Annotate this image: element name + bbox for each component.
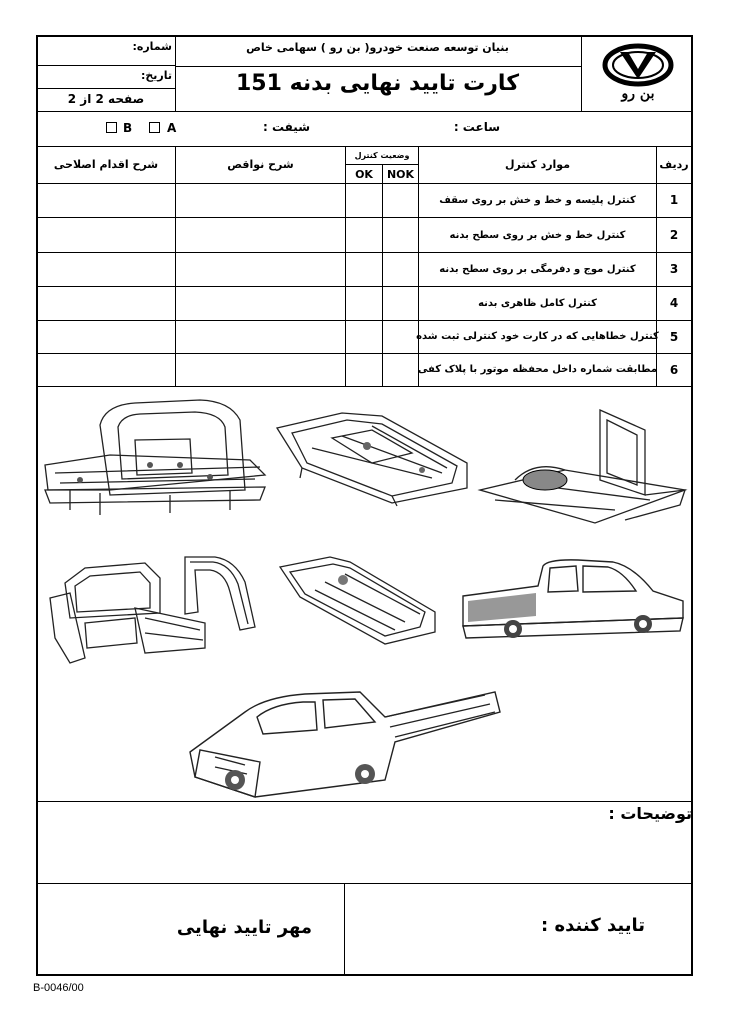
number-label: شماره: <box>132 40 172 53</box>
footer-top-line <box>37 883 692 884</box>
header-divider-mid <box>176 66 581 67</box>
row-item: کنترل موج و دفرمگی بر روی سطح بدنه <box>439 263 636 275</box>
col-status-header: وضعیت کنترل <box>354 151 410 160</box>
page-label: صفحه 2 از 2 <box>67 92 145 106</box>
company-name: بنیان توسعه صنعت خودرو( بن رو ) سهامی خاص <box>246 41 509 54</box>
door-frame-drawing <box>180 552 260 632</box>
document-code: B-0046/00 <box>33 982 84 994</box>
row-number: 4 <box>669 296 679 310</box>
col-nok-header: NOK <box>386 167 415 181</box>
company-logo <box>598 42 678 108</box>
notes-top-line <box>37 801 692 802</box>
row-item: کنترل کامل ظاهری بدنه <box>478 297 597 309</box>
header-bottom-line <box>37 111 692 112</box>
row-item: کنترل پلیسه و خط و خش بر روی سقف <box>439 194 636 206</box>
col-ok-header: OK <box>355 167 373 181</box>
shift-label: شیفت : <box>262 120 310 134</box>
stamp-label: مهر تایید نهایی <box>176 917 312 938</box>
row-number: 6 <box>669 362 679 377</box>
date-label: تاریخ: <box>140 69 172 82</box>
row-number: 1 <box>669 193 679 207</box>
col-action-header: شرح اقدام اصلاحی <box>53 158 159 171</box>
option-b-checkbox[interactable] <box>106 122 117 133</box>
complete-body-in-white-drawing <box>185 662 505 802</box>
row-number: 2 <box>669 228 679 242</box>
notes-label: توضیحات : <box>608 804 692 823</box>
form-title: کارت تایید نهایی بدنه 151 <box>235 71 519 96</box>
option-a-label: A <box>167 121 177 135</box>
col-items-header: موارد کنترل <box>504 158 571 171</box>
notes-area[interactable] <box>40 830 688 880</box>
logo-text: بن رو <box>621 86 655 102</box>
col-defects-header: شرح نواقص <box>227 158 294 171</box>
col-row-header: ردیف <box>659 158 689 171</box>
rear-floor-panel-drawing <box>475 405 690 530</box>
option-a-checkbox[interactable] <box>149 122 160 133</box>
header-divider-right <box>581 36 582 111</box>
floor-pan-front-drawing <box>272 408 472 508</box>
row-number: 5 <box>669 329 679 344</box>
row-item: مطابقت شماره داخل محفظه موتور با پلاک کفی <box>417 364 658 375</box>
row-number: 3 <box>669 262 679 276</box>
header-divider-left-2 <box>37 88 175 89</box>
header-divider-left-1 <box>37 65 175 66</box>
approver-label: تایید کننده : <box>541 915 645 936</box>
option-b-label: B <box>123 121 133 135</box>
cab-frame-assembly-drawing <box>40 395 270 520</box>
footer-divider <box>344 884 345 975</box>
time-label: ساعت : <box>453 120 500 134</box>
pickup-body-side-drawing <box>458 556 688 641</box>
row-item: کنترل خط و خش بر روی سطح بدنه <box>449 229 626 241</box>
row-item: کنترل خطاهایی که در کارت خود کنترلی ثبت شده <box>416 331 659 342</box>
table-bottom-line <box>37 386 692 387</box>
header-divider-left <box>175 36 176 111</box>
floor-pan-rear-drawing <box>275 552 440 647</box>
